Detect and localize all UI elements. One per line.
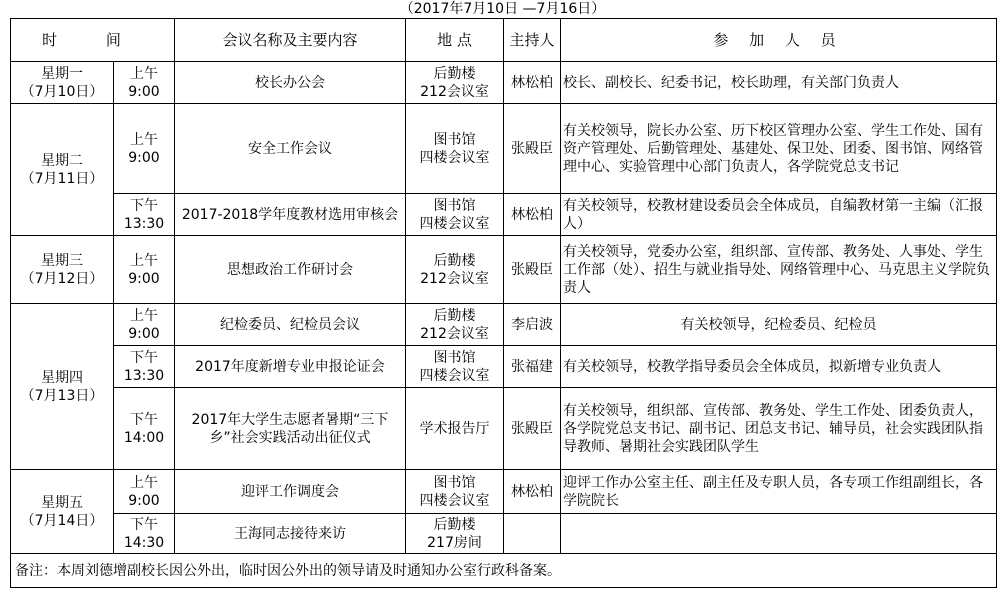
meeting-time: 下午 13:30 — [114, 194, 175, 236]
table-row — [11, 236, 997, 304]
meeting-host — [504, 514, 561, 554]
table-row — [11, 470, 997, 514]
meeting-name: 思想政治工作研讨会 — [175, 236, 406, 304]
meeting-name: 2017年大学生志愿者暑期“三下乡”社会实践活动出征仪式 — [175, 388, 406, 470]
meeting-schedule-table — [10, 18, 997, 588]
meeting-location: 后勤楼 212会议室 — [406, 236, 504, 304]
meeting-host: 张殿臣 — [504, 388, 561, 470]
meeting-attendees: 有关校领导，党委办公室，组织部、宣传部、教务处、人事处、学生工作部（处）、招生与就业指导处、网络管理中心、马克思主义学院负责人 — [561, 236, 997, 304]
meeting-time: 下午 14:30 — [114, 514, 175, 554]
meeting-time: 上午 9:00 — [114, 236, 175, 304]
meeting-host: 林松柏 — [504, 470, 561, 514]
day-monday: 星期一 （7月10日） — [11, 62, 114, 104]
meeting-attendees: 有关校领导，校教学指导委员会全体成员，拟新增专业负责人 — [561, 346, 997, 388]
day-wednesday: 星期三 （7月12日） — [11, 236, 114, 304]
meeting-host: 李启波 — [504, 304, 561, 346]
table-row — [11, 346, 997, 388]
meeting-host: 张殿臣 — [504, 236, 561, 304]
header-host: 主持人 — [504, 19, 561, 62]
schedule-date-range: （2017年7月10日 —7月16日） — [399, 1, 606, 17]
table-row — [11, 62, 997, 104]
meeting-time: 上午 9:00 — [114, 304, 175, 346]
table-row — [11, 388, 997, 470]
day-tuesday: 星期二 （7月11日） — [11, 104, 114, 236]
meeting-location: 后勤楼 217房间 — [406, 514, 504, 554]
header-time: 时 间 — [11, 19, 175, 62]
meeting-host: 林松柏 — [504, 194, 561, 236]
meeting-host: 林松柏 — [504, 62, 561, 104]
meeting-attendees: 有关校领导，院长办公室、历下校区管理办公室、学生工作处、国有资产管理处、后勤管理处、基建处、保卫处、团委、图书馆、网络管理中心、实验管理中心部门负责人，各学院党总支书记 — [561, 104, 997, 194]
meeting-name: 王海同志接待来访 — [175, 514, 406, 554]
table-row — [11, 304, 997, 346]
note-row — [11, 554, 997, 588]
meeting-location: 图书馆 四楼会议室 — [406, 194, 504, 236]
meeting-name: 校长办公会 — [175, 62, 406, 104]
table-header-row — [11, 19, 997, 62]
meeting-time: 下午 14:00 — [114, 388, 175, 470]
meeting-name: 纪检委员、纪检员会议 — [175, 304, 406, 346]
meeting-attendees: 有关校领导，组织部、宣传部、教务处、学生工作处、团委负责人，各学院党总支书记、副书记、团总支书记、辅导员，社会实践团队指导教师、暑期社会实践团队学生 — [561, 388, 997, 470]
header-attendees: 参 加 人 员 — [561, 19, 997, 62]
table-row — [11, 104, 997, 194]
meeting-location: 学术报告厅 — [406, 388, 504, 470]
meeting-host: 张殿臣 — [504, 104, 561, 194]
meeting-name: 2017年度新增专业申报论证会 — [175, 346, 406, 388]
meeting-time: 上午 9:00 — [114, 470, 175, 514]
meeting-attendees: 有关校领导，校教材建设委员会全体成员，自编教材第一主编（汇报人） — [561, 194, 997, 236]
meeting-name: 迎评工作调度会 — [175, 470, 406, 514]
meeting-time: 上午 9:00 — [114, 62, 175, 104]
table-row — [11, 514, 997, 554]
meeting-location: 图书馆 四楼会议室 — [406, 470, 504, 514]
meeting-location: 后勤楼 212会议室 — [406, 62, 504, 104]
meeting-location: 图书馆 四楼会议室 — [406, 104, 504, 194]
meeting-time: 上午 9:00 — [114, 104, 175, 194]
meeting-attendees: 校长、副校长、纪委书记，校长助理，有关部门负责人 — [561, 62, 997, 104]
meeting-time: 下午 13:30 — [114, 346, 175, 388]
day-thursday: 星期四 （7月13日） — [11, 304, 114, 470]
header-location: 地 点 — [406, 19, 504, 62]
meeting-location: 图书馆 四楼会议室 — [406, 346, 504, 388]
header-meeting: 会议名称及主要内容 — [175, 19, 406, 62]
schedule-note: 备注：本周刘德增副校长因公外出，临时因公外出的领导请及时通知办公室行政科备案。 — [11, 554, 997, 588]
meeting-name: 2017-2018学年度教材选用审核会 — [175, 194, 406, 236]
meeting-location: 后勤楼 212会议室 — [406, 304, 504, 346]
meeting-attendees: 有关校领导，纪检委员、纪检员 — [561, 304, 997, 346]
meeting-host: 张福建 — [504, 346, 561, 388]
meeting-name: 安全工作会议 — [175, 104, 406, 194]
meeting-attendees — [561, 514, 997, 554]
table-row — [11, 194, 997, 236]
meeting-attendees: 迎评工作办公室主任、副主任及专职人员，各专项工作组副组长，各学院院长 — [561, 470, 997, 514]
day-friday: 星期五 （7月14日） — [11, 470, 114, 554]
